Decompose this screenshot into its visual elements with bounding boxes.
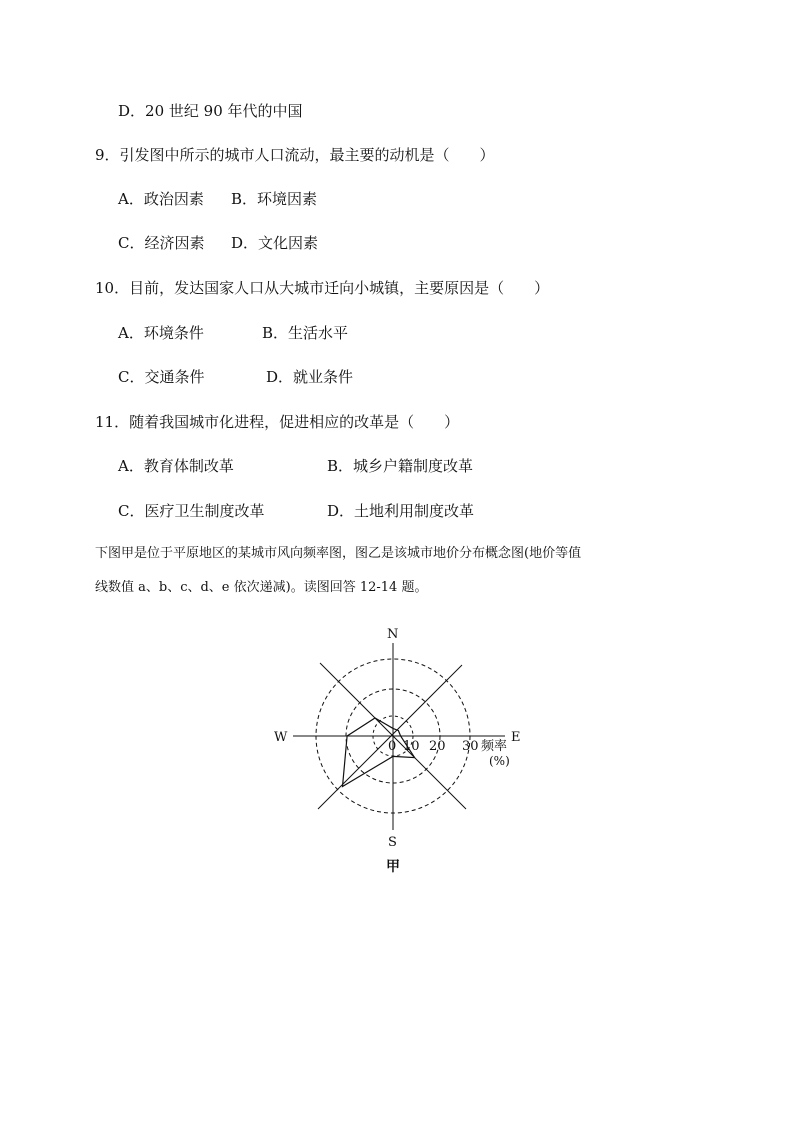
wind-rose-figure (260, 615, 540, 880)
south-label: S (388, 835, 397, 850)
q10-option-c: C．交通条件 (118, 368, 205, 386)
tick-30-label: 30 (462, 739, 479, 754)
east-label: E (511, 730, 521, 745)
q11-stem: 11．随着我国城市化进程，促进相应的改革是（ ） (95, 413, 460, 431)
q10-option-a: A．环境条件 (118, 324, 204, 342)
tick-0-label: 0 (388, 739, 397, 754)
frequency-axis-label: 频率 (481, 739, 508, 754)
west-label: W (274, 730, 288, 745)
q10-stem: 10．目前，发达国家人口从大城市迁向小城镇，主要原因是（ ） (95, 279, 550, 297)
tick-10-label: 10 (403, 739, 420, 754)
q9-option-d: D．文化因素 (231, 234, 319, 252)
q9-option-c: C．经济因素 (118, 234, 205, 252)
intro-line-1: 下图甲是位于平原地区的某城市风向频率图，图乙是该城市地价分布概念图(地价等值 (95, 546, 582, 561)
tick-20-label: 20 (429, 739, 446, 754)
figure-caption: 甲 (386, 859, 400, 875)
north-label: N (387, 627, 399, 642)
q11-option-c: C．医疗卫生制度改革 (118, 502, 265, 520)
q10-option-d: D．就业条件 (266, 368, 354, 386)
q10-option-b: B．生活水平 (262, 324, 349, 342)
q9-option-a: A．政治因素 (118, 190, 204, 208)
q9-option-b: B．环境因素 (231, 190, 318, 208)
q11-option-b: B．城乡户籍制度改革 (327, 457, 474, 475)
q9-stem: 9．引发图中所示的城市人口流动，最主要的动机是（ ） (95, 146, 495, 164)
q11-option-a: A．教育体制改革 (118, 457, 234, 475)
q8-option-d: D．20 世纪 90 年代的中国 (118, 102, 303, 120)
q11-option-d: D．土地利用制度改革 (327, 502, 475, 520)
intro-line-2: 线数值 a、b、c、d、e 依次递减)。读图回答 12-14 题。 (95, 580, 428, 595)
unit-label: (%) (489, 754, 510, 768)
